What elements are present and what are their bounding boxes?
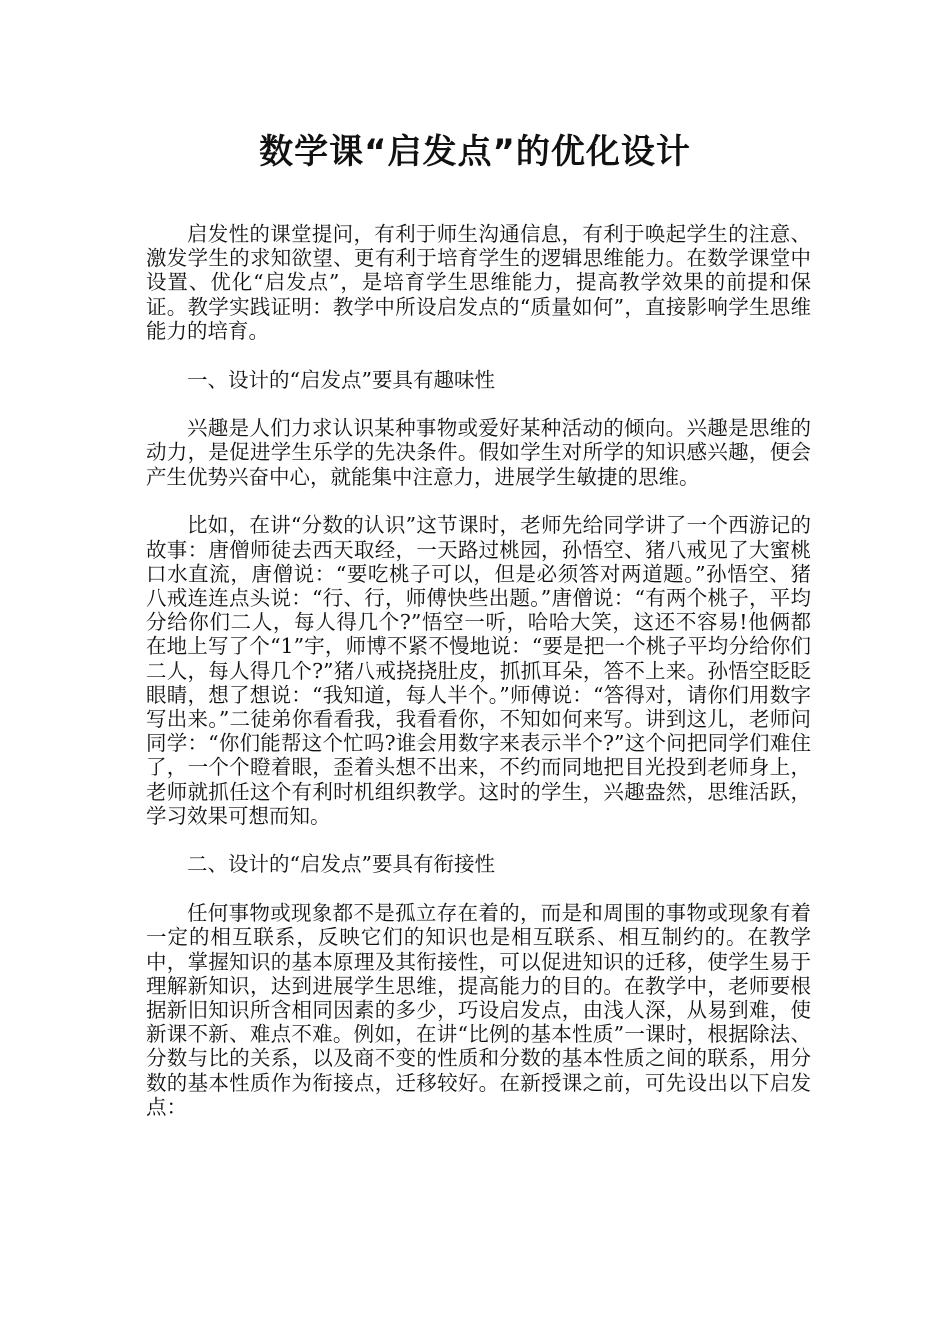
body-paragraph: 任何事物或现象都不是孤立存在着的，而是和周围的事物或现象有着一定的相互联系，反映它们的知识也是相互联系、相互制约的。在教学中，掌握知识的基本原理及其衔接性，可以促进知识的迁移，使学生易于理解新知识，达到进展学生思维，提高能力的目的。在教学中，老师要根据新旧知识所含相同因素的多少，巧设启发点，由浅人深，从易到难，使新课不新、难点不难。例如，在讲“比例的基本性质”一课时，根据除法、分数与比的关系，以及商不变的性质和分数的基本性质之间的联系，用分数的基本性质作为衔接点，迁移较好。在新授课之前，可先设出以下启发点： (146, 901, 811, 1119)
intro-paragraph: 启发性的课堂提问，有利于师生沟通信息，有利于唤起学生的注意、激发学生的求知欲望、更有利于培育学生的逻辑思维能力。在数学课堂中设置、优化“启发点”，是培育学生思维能力，提高教学效果的前提和保证。教学实践证明：教学中所设启发点的“质量如何”，直接影响学生思维能力的培育。 (146, 222, 811, 343)
document-body (146, 222, 811, 1144)
section-heading-2: 二、设计的“启发点”要具有衔接性 (187, 852, 495, 877)
body-paragraph: 兴趣是人们力求认识某种事物或爱好某种活动的倾向。兴趣是思维的动力，是促进学生乐学的先决条件。假如学生对所学的知识感兴趣，便会产生优势兴奋中心，就能集中注意力，进展学生敏捷的思维。 (146, 416, 811, 489)
story-paragraph: 比如，在讲“分数的认识”这节课时，老师先给同学讲了一个西游记的故事：唐僧师徒去西天取经，一天路过桃园，孙悟空、猪八戒见了大蜜桃口水直流，唐僧说：“要吃桃子可以，但是必须答对两道题。”孙悟空、猪八戒连连点头说：“行、行，师傅快些出题。”唐僧说：“有两个桃子，平均分给你们二人，每人得几个?”悟空一听，哈哈大笑，这还不容易!他俩都在地上写了个“1”宇，师博不紧不慢地说：“要是把一个桃子平均分给你们二人，每人得几个?”猪八戒挠挠肚皮，抓抓耳朵，答不上来。孙悟空眨眨眼睛，想了想说：“我知道，每人半个。”师傅说：“答得对，请你们用数字写出来。”二徒弟你看看我，我看看你，不知如何来写。讲到这儿，老师问同学：“你们能帮这个忙吗?谁会用数字来表示半个?”这个问把同学们难住了，一个个瞪着眼，歪着头想不出来，不约而同地把目光投到老师身上，老师就抓任这个有利时机组织教学。这时的学生，兴趣盎然，思维活跃，学习效果可想而知。 (146, 513, 811, 828)
section-heading-1: 一、设计的“启发点”要具有趣味性 (187, 367, 495, 392)
document-title: 数学课“启发点”的优化设计 (259, 132, 691, 172)
